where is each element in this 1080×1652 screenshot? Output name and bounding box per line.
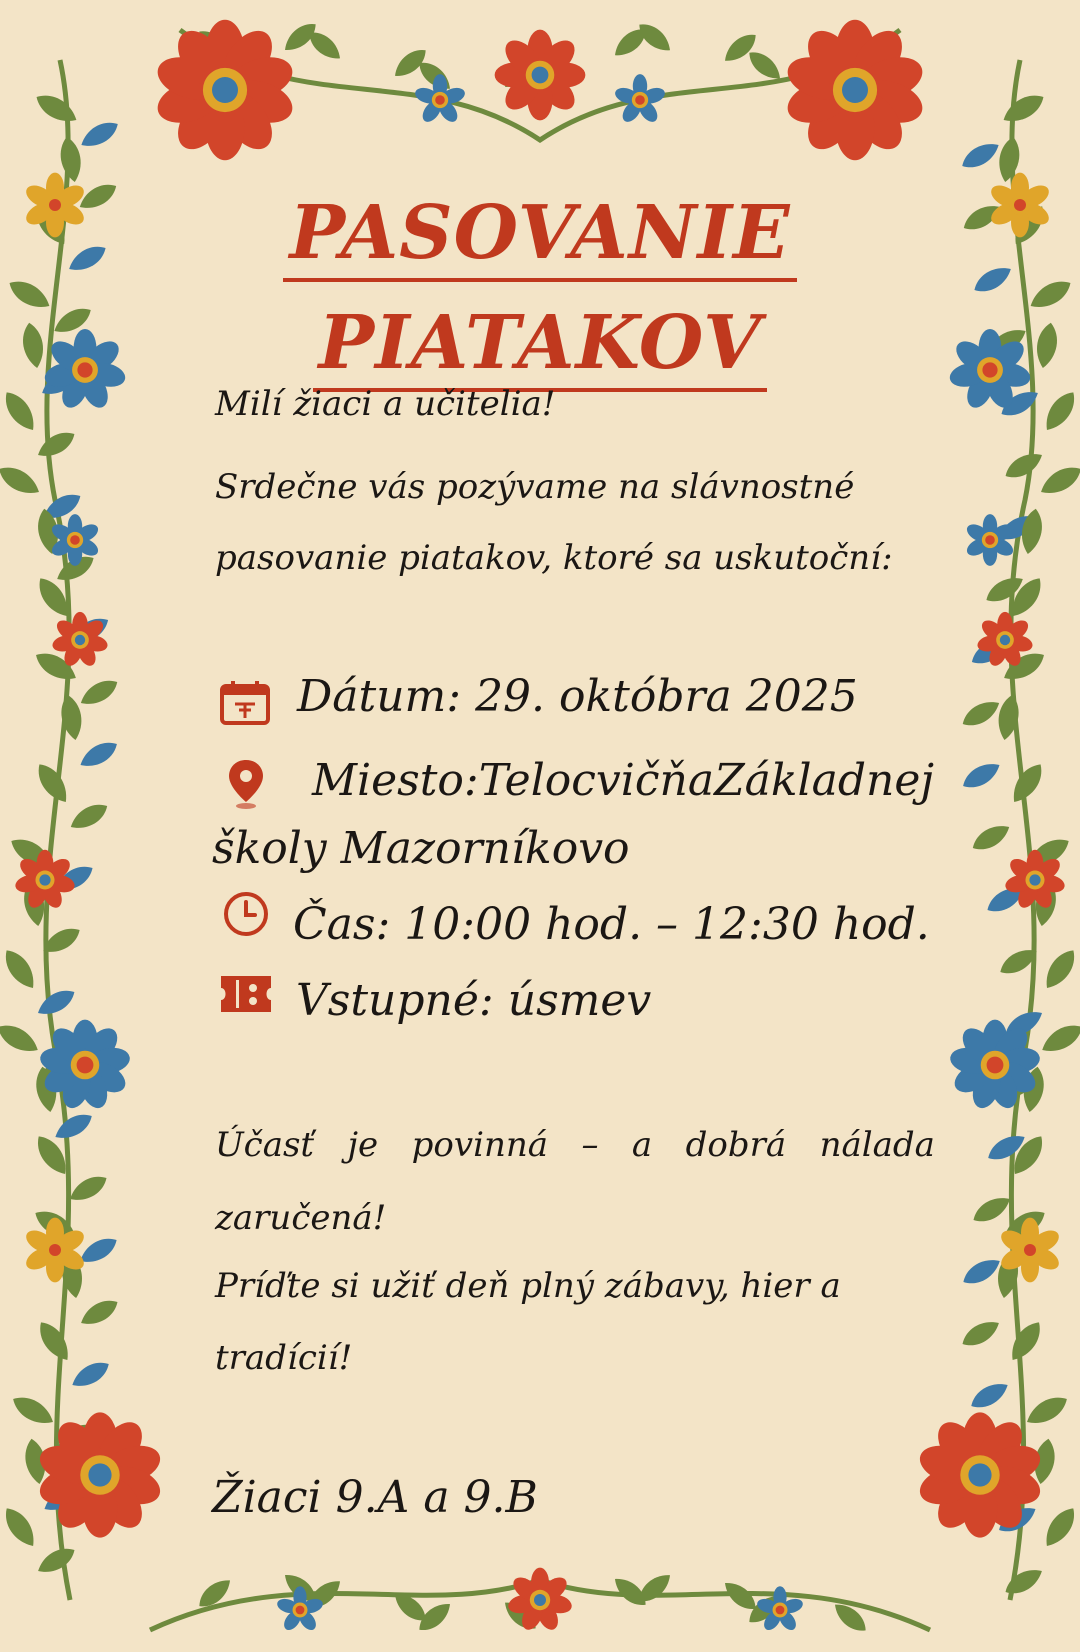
ticket-icon bbox=[219, 974, 273, 1014]
signature: Žiaci 9.A a 9.B bbox=[212, 1472, 538, 1523]
place-word-2: Telocvičňa bbox=[478, 755, 715, 806]
intro-line-2: pasovanie piatakov, ktoré sa uskutoční: bbox=[215, 538, 893, 578]
note-word-7: nálada bbox=[819, 1125, 935, 1165]
greeting: Milí žiaci a učitelia! bbox=[215, 384, 556, 424]
place-line-1 bbox=[312, 755, 935, 808]
note-word-4: – bbox=[581, 1125, 599, 1165]
clock-icon bbox=[222, 890, 270, 938]
location-pin-icon bbox=[226, 758, 266, 810]
note-word-5: a bbox=[631, 1125, 653, 1165]
note-word-6: dobrá bbox=[685, 1125, 787, 1165]
calendar-icon bbox=[219, 680, 271, 726]
time-text: Čas: 10:00 hod. – 12:30 hod. bbox=[293, 899, 930, 950]
place-line-2: školy Mazorníkovo bbox=[212, 823, 630, 874]
note-line-2: zaručená! bbox=[215, 1198, 387, 1238]
place-word-3: Základnej bbox=[714, 755, 935, 806]
date-text: Dátum: 29. októbra 2025 bbox=[297, 671, 858, 722]
note-word-2: je bbox=[347, 1125, 379, 1165]
title-line-1: PASOVANIE bbox=[0, 196, 1080, 270]
place-word-1: Miesto: bbox=[312, 755, 479, 806]
note-line-1 bbox=[215, 1125, 935, 1166]
note-line-3: Príďte si užiť deň plný zábavy, hier a bbox=[215, 1266, 841, 1306]
note-word-1: Účasť bbox=[215, 1125, 315, 1165]
note-line-4: tradícií! bbox=[215, 1338, 353, 1378]
note-word-3: povinná bbox=[411, 1125, 549, 1165]
entry-text: Vstupné: úsmev bbox=[296, 975, 652, 1026]
intro-line-1: Srdečne vás pozývame na slávnostné bbox=[215, 467, 855, 507]
title-line-2: PIATAKOV bbox=[0, 306, 1080, 380]
